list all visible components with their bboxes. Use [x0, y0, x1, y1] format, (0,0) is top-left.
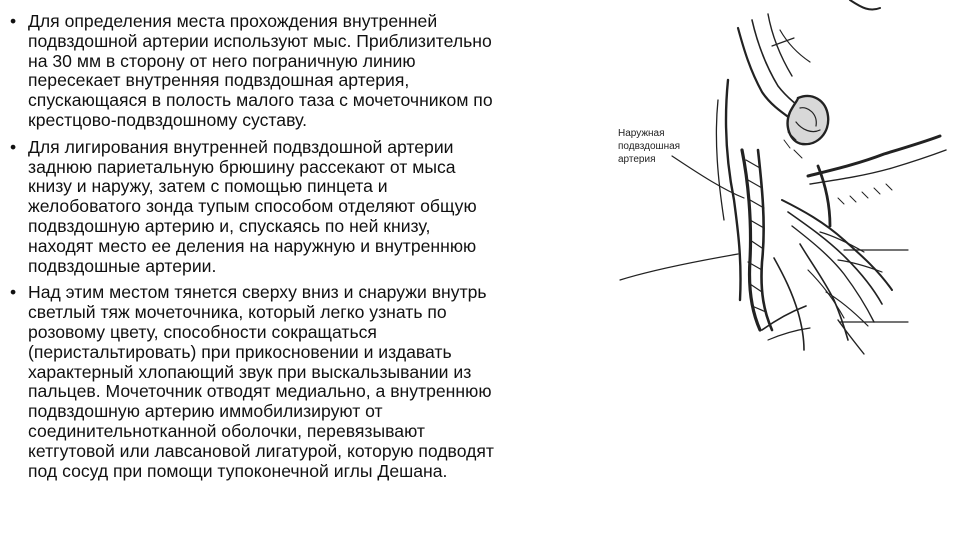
bullet-item-2 [8, 138, 613, 277]
bullet-item-1 [8, 12, 613, 131]
bullet-3-line-6: пальцев. Мочеточник отводят медиально, а внутреннюю [28, 381, 492, 402]
bullet-1-line-5: спускающаяся в полость малого таза с мочеточником по [28, 90, 493, 111]
bullet-3-line-5: характерный хлопающий звук при выскальзывании из [28, 361, 472, 382]
bullet-2-line-5: подвздошную артерию и, спускаясь по ней книзу, [28, 215, 431, 236]
bullet-2-line-2: заднюю париетальную брюшину рассекают от мыса [28, 156, 456, 177]
bullet-2-line-7: подвздошные артерии. [28, 255, 217, 276]
bullet-3-line-9: кетгутовой или лавсановой лигатурой, которую подводят [28, 440, 494, 461]
bullet-2-line-3: книзу и наружу, затем с помощью пинцета и [28, 176, 388, 197]
bullet-dot-icon: • [10, 136, 17, 157]
bullet-2-line-6: находят место ее деления на наружную и внутреннюю [28, 235, 477, 256]
bullet-list [8, 12, 613, 488]
bullet-item-3 [8, 283, 613, 481]
bullet-3-line-3: розовому цвету, способности сокращаться [28, 321, 377, 342]
bullet-1-line-6: крестцово-подвздошному суставу. [28, 109, 307, 130]
bullet-dot-icon: • [10, 11, 17, 31]
bullet-3-line-1: Над этим местом тянется сверху вниз и снаружи внутрь [28, 282, 487, 303]
figure-label-line-3: артерия [618, 154, 656, 165]
figure-label-line-2: подвздошная [618, 141, 681, 152]
bullet-3-line-10: под сосуд при помощи тупоконечной иглы Дешана. [28, 460, 448, 481]
anatomy-illustration [612, 0, 952, 360]
bullet-dot-icon: • [10, 282, 17, 303]
bullet-1-line-2: подвздошной артерии используют мыс. Приблизительно [28, 30, 492, 51]
figure-label-line-1: Наружная [618, 128, 665, 139]
bullet-1-line-3: на 30 мм в сторону от него пограничную линию [28, 50, 416, 71]
bullet-3-line-2: светлый тяж мочеточника, который легко узнать по [28, 302, 447, 323]
bullet-1-line-4: пересекает внутренняя подвздошная артерия, [28, 70, 410, 91]
bullet-2-line-4: желобоватого зонда тупым способом отделяют общую [28, 196, 477, 217]
bullet-3-line-4: (перистальтировать) при прикосновении и издавать [28, 341, 452, 362]
figure-label [618, 127, 680, 166]
bullet-2-line-1: Для лигирования внутренней подвздошной артерии [28, 136, 454, 157]
bullet-1-line-1: Для определения места прохождения внутренней [28, 11, 438, 31]
bullet-3-line-7: подвздошную артерию иммобилизируют от [28, 401, 383, 422]
bullet-3-line-8: соединительнотканной оболочки, перевязывают [28, 420, 425, 441]
